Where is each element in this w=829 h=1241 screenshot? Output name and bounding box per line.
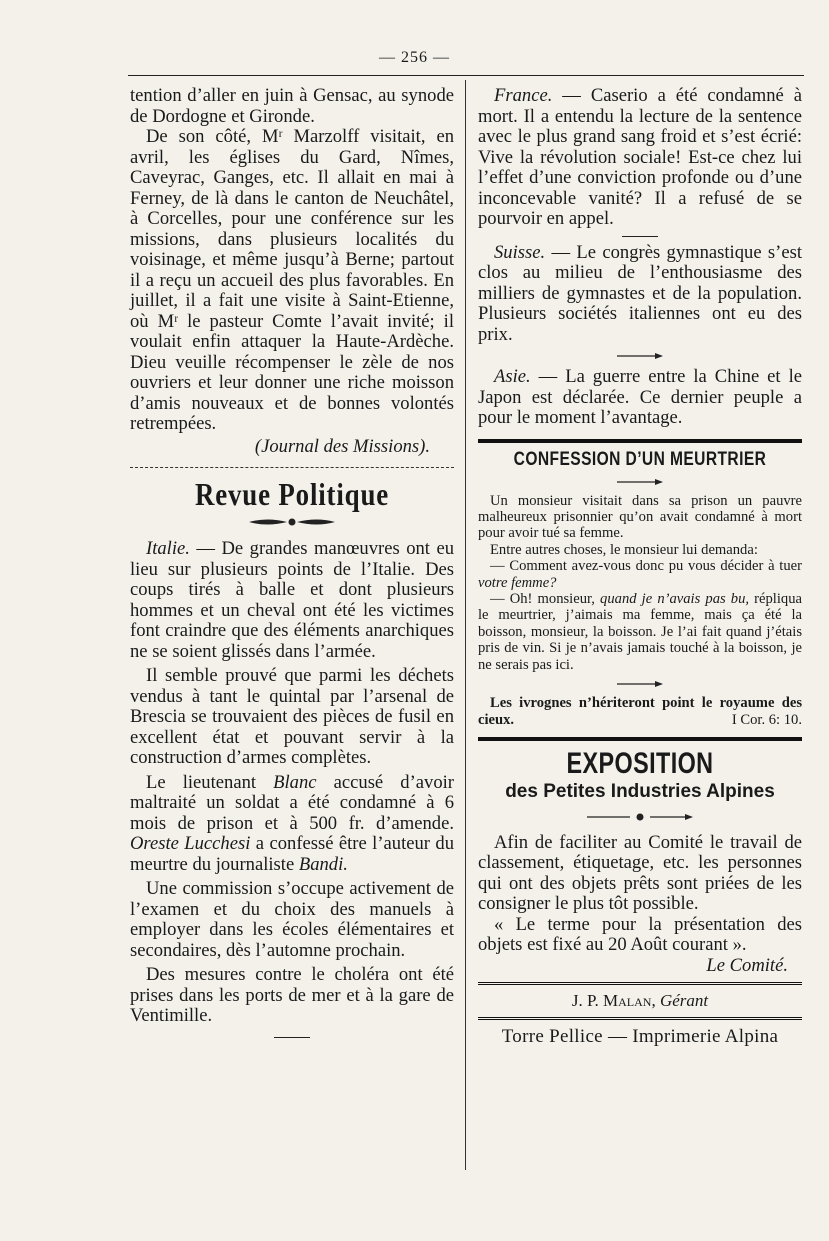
name-oreste: Oreste Lucchesi bbox=[130, 833, 251, 854]
footer-gerant bbox=[478, 991, 802, 1011]
paragraph-brescia: Il semble prouvé que parmi les déchets vendus à tant le quintal par l’arsenal de Brescia se trouvaient des pièces de fusil en excellent état et pouvant servir à la construction d’armes complètes. bbox=[130, 665, 454, 768]
exposition-paragraph-2: « Le terme pour la présentation des objets est fixé au 20 Août courant ». bbox=[478, 913, 802, 956]
text-asie: — La guerre entre la Chine et le Japon est déclarée. Ce dernier peuple a pour le moment l’avantage. bbox=[478, 366, 802, 428]
confession-paragraph-1: Un monsieur visitait dans sa prison un pauvre malheureux prisonnier qu’on avait condamné à mort pour avoir tué sa femme. bbox=[478, 492, 802, 542]
paragraph-italie bbox=[130, 539, 454, 662]
text-segment: — Comment avez-vous donc pu vous décider à tuer bbox=[490, 558, 802, 575]
citation: (Journal des Missions). bbox=[254, 435, 430, 457]
arrow-ornament-icon bbox=[615, 478, 665, 486]
thick-divider bbox=[478, 737, 802, 741]
text-emphasis: quand je n’avais pas bu, bbox=[600, 590, 750, 607]
right-column bbox=[478, 86, 802, 1050]
footer-imprint: Torre Pellice — Imprimerie Alpina bbox=[501, 1026, 779, 1048]
paragraph-france bbox=[478, 86, 802, 230]
ornament-icon bbox=[585, 812, 695, 822]
quote-reference: I Cor. 6: 10. bbox=[731, 711, 802, 728]
exposition-paragraph-1: Afin de faciliter au Comité le travail de classement, étiquetage, etc. les personnes qui ont des objets prêts sont priées de les consigner le plus tôt possible. bbox=[478, 831, 802, 915]
text-france: — Caserio a été condamné à mort. Il a entendu la lecture de la sentence avec le plus grand sang froid et s’est écrié: Vive la révolution sociale! Est-ce chez lui l’effet d’une conviction profonde ou d’une inconcevable vanité? Il a refusé de se pourvoir en appel. bbox=[478, 85, 802, 229]
text-suisse: — Le congrès gymnastique s’est clos au milieu de l’enthousiasme des milliers de gymnastes et de la population. Plusieurs sociétés italiennes ont eu des prix. bbox=[478, 241, 802, 345]
confession-paragraph-3 bbox=[478, 558, 802, 591]
exposition-subheading: des Petites Industries Alpines bbox=[505, 780, 775, 802]
quote-text: Les ivrognes n’hériteront point le royaume des cieux. bbox=[478, 694, 802, 728]
ornament-divider bbox=[130, 515, 454, 529]
text-segment: accusé d’avoir maltraité un soldat a été condamné à 6 mois de prison et à 500 fr. d’amende. bbox=[130, 771, 454, 834]
footer-rule bbox=[478, 982, 802, 985]
text-segment: répliqua le meurtrier, j’aimais ma femme, mais ça été la boisson, monsieur, la boisson. Je l’ai fait quand j’étais pris de vin. Si je n’avais jamais touché à la boisson, je ne serais pas ici. bbox=[478, 590, 802, 673]
section-divider bbox=[130, 467, 454, 468]
thick-divider bbox=[478, 439, 802, 443]
arrow-ornament bbox=[478, 473, 802, 491]
bible-quote bbox=[478, 695, 802, 729]
label-asie: Asie. bbox=[494, 366, 531, 387]
page-number: — 256 — bbox=[379, 49, 450, 66]
text-segment: — Oh! monsieur, bbox=[490, 590, 601, 607]
paragraph-continuation: tention d’aller en juin à Gensac, au synode de Dordogne et Gironde. bbox=[130, 85, 454, 127]
section-heading-revue-politique: Revue Politique bbox=[194, 476, 390, 512]
section-heading-confession: CONFESSION D’UN MEURTRIER bbox=[513, 448, 767, 470]
column-divider bbox=[465, 80, 466, 1170]
ornament-icon bbox=[247, 516, 337, 528]
ornament-divider bbox=[478, 809, 802, 827]
text-emphasis: votre femme? bbox=[478, 574, 557, 591]
section-heading-exposition: EXPOSITION bbox=[566, 746, 714, 780]
arrow-ornament bbox=[478, 675, 802, 693]
paragraph-marzolff: De son côté, Mʳ Marzolff visitait, en avril, les églises du Gard, Nîmes, Caveyrac, Ganges, etc. Il allait en mai à Ferney, de là dans le canton de Neuchâtel, à Corcelles, pour une conférence sur les missions, dans plusieurs localités du voisinage, et même jusqu’à Berne; partout il a reçu un accueil des plus favorables. En juillet, il a fait une visite à Saint-Etienne, où Mʳ le pasteur Comte l’avait invité; il voulait enfin attaquer la Haute-Ardèche. Dieu veuille récompenser le zèle de nos ouvriers et leur donner une riche moisson d’amis nouveaux et de bonnes volontés retrempées. bbox=[130, 126, 454, 434]
name-blanc: Blanc bbox=[273, 771, 317, 793]
text-segment: Le lieutenant bbox=[146, 771, 274, 793]
label-italie: Italie. bbox=[146, 538, 190, 559]
paragraph-commission: Une commission s’occupe activement de l’examen et du choix des manuels à employer dans les écoles élémentaires et secondaires, dès l’automne prochain. bbox=[130, 878, 454, 961]
text-italie: — De grandes manœuvres ont eu lieu sur plusieurs points de l’Italie. Des coups tirés à balle et dont plusieurs hommes et un cheval ont été les victimes font craindre que des éléments anarchiques ne se soient glissés dans l’armée. bbox=[130, 538, 454, 662]
text-segment: a confessé être l’auteur du meurtre du journaliste bbox=[130, 833, 454, 875]
gerant-name: J. P. Malan, bbox=[571, 991, 660, 1011]
label-france: France. bbox=[494, 85, 553, 106]
paragraph-cholera: Des mesures contre le choléra ont été prises dans les ports de mer et à la gare de Ventimille. bbox=[130, 964, 454, 1026]
paragraph-suisse bbox=[478, 243, 802, 346]
paragraph-lieutenant bbox=[130, 773, 454, 876]
confession-paragraph-2: Entre autres choses, le monsieur lui demanda: bbox=[490, 541, 758, 558]
name-bandi: Bandi. bbox=[298, 853, 348, 875]
short-divider bbox=[622, 236, 658, 237]
gerant-title: Gérant bbox=[659, 991, 709, 1011]
confession-paragraph-4 bbox=[478, 591, 802, 673]
signature-comite: Le Comité. bbox=[706, 954, 788, 976]
end-rule bbox=[274, 1037, 310, 1038]
footer-rule bbox=[478, 1017, 802, 1020]
top-rule bbox=[128, 75, 804, 76]
arrow-ornament-icon bbox=[615, 352, 665, 360]
arrow-ornament bbox=[478, 347, 802, 365]
left-column bbox=[130, 86, 454, 1042]
arrow-ornament-icon bbox=[615, 680, 665, 688]
label-suisse: Suisse. bbox=[494, 241, 546, 263]
paragraph-asie bbox=[478, 367, 802, 429]
